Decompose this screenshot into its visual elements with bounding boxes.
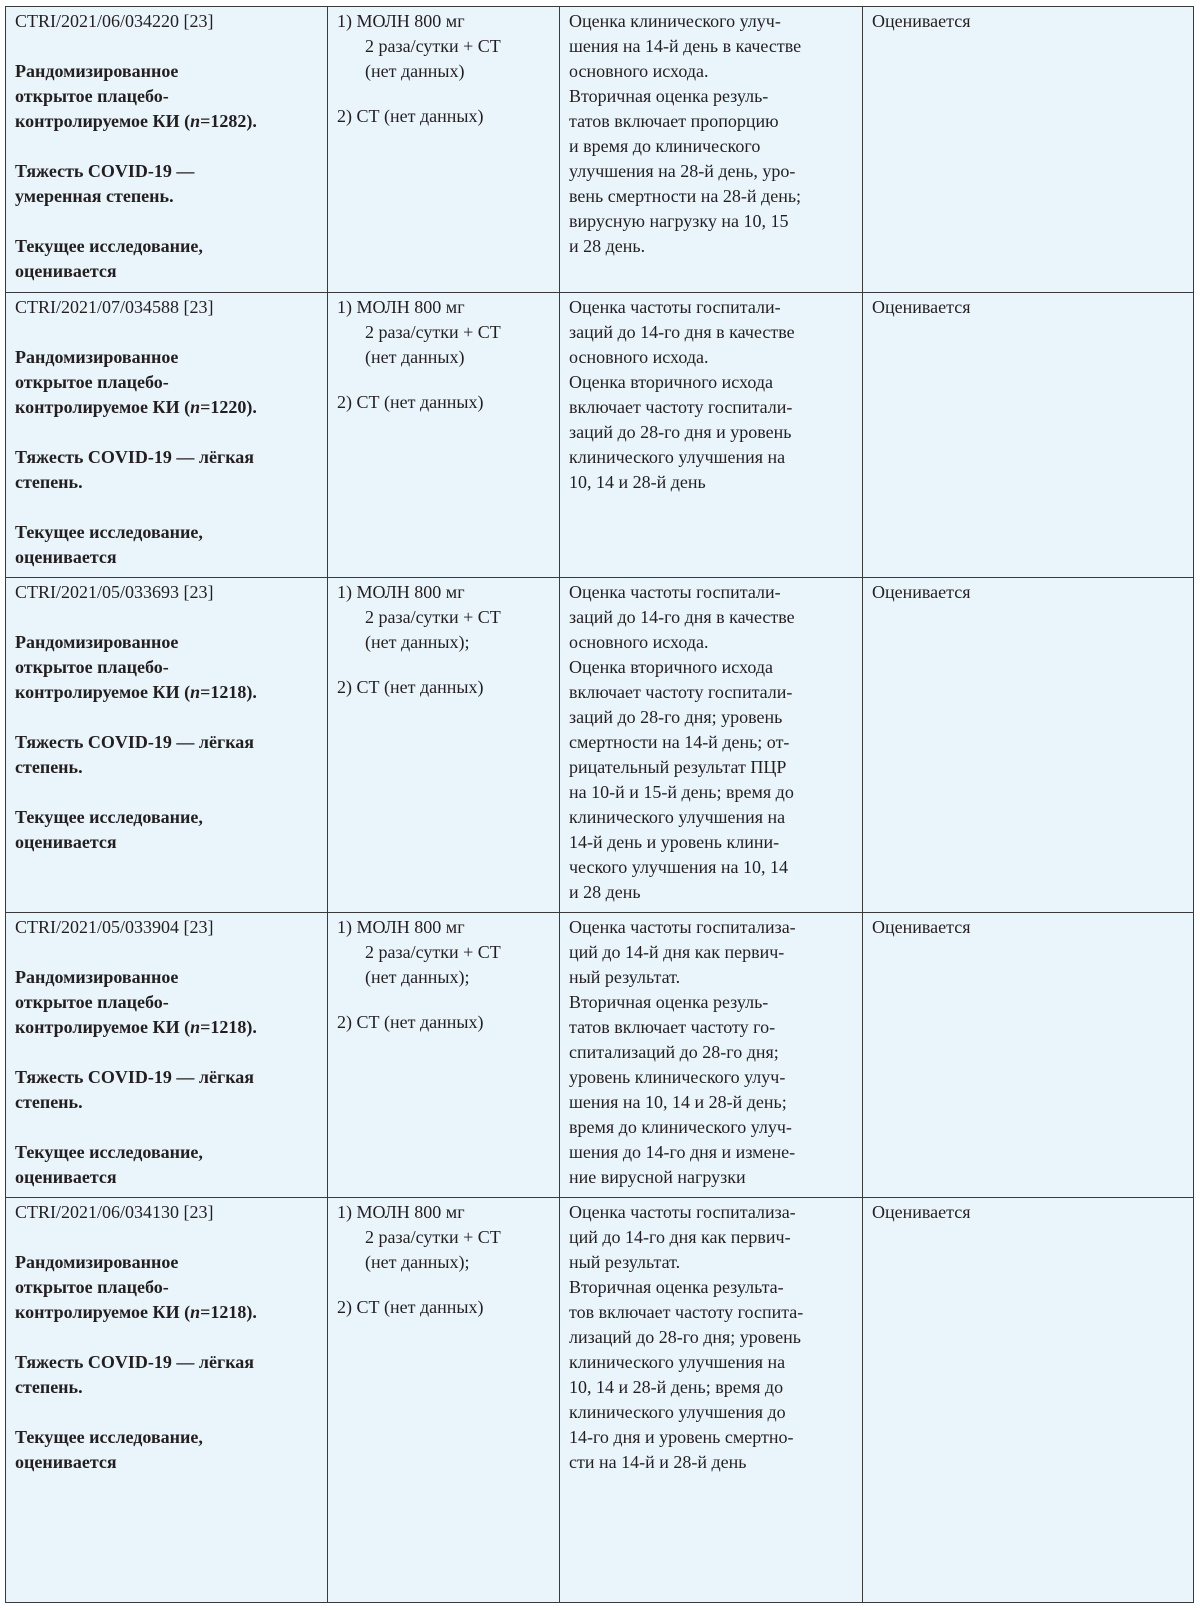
arms-cell	[328, 293, 560, 578]
study-design: Рандомизированное открытое плацебо- контролируемое КИ (n=1220).	[15, 347, 257, 417]
arm-2: 2) СТ (нет данных)	[337, 106, 484, 126]
outcome-text: Оценка частоты госпитализа- ций до 14-го дня как первич- ный результат. Вторичная оценка результа- тов включает частоту госпита- лизаций до 28-го дня; уровень клинического улучшения на 10, 14 и 28-й день; время до клинического улучшения до 14-го дня и уровень смертно- сти на 14-й и 28-й день	[569, 1202, 804, 1472]
severity: Тяжесть COVID-19 — лёгкая степень.	[15, 1067, 255, 1112]
severity: Тяжесть COVID-19 — умеренная степень.	[15, 161, 195, 206]
result-text: Оценивается	[872, 582, 971, 602]
study-status: Текущее исследование, оценивается	[15, 807, 203, 852]
study-id: CTRI/2021/07/034588 [23]	[15, 297, 214, 317]
outcome-cell	[560, 7, 863, 293]
arms-cell	[328, 913, 560, 1198]
arm-1-dose: 2 раза/сутки + СТ (нет данных);	[365, 942, 501, 987]
arms-cell	[328, 578, 560, 913]
study-cell	[6, 7, 328, 293]
result-text: Оценивается	[872, 297, 971, 317]
n-label: n	[190, 682, 201, 702]
arm-1: 1) МОЛН 800 мг	[337, 1202, 465, 1222]
table-row	[6, 1198, 1194, 1603]
arm-1-dose: 2 раза/сутки + СТ (нет данных)	[365, 36, 501, 81]
arm-1: 1) МОЛН 800 мг	[337, 917, 465, 937]
table-row	[6, 578, 1194, 913]
result-cell	[863, 1198, 1194, 1603]
study-cell	[6, 1198, 328, 1603]
severity: Тяжесть COVID-19 — лёгкая степень.	[15, 447, 255, 492]
arm-2: 2) СТ (нет данных)	[337, 1297, 484, 1317]
table-row	[6, 7, 1194, 293]
outcome-text: Оценка частоты госпитали- заций до 14-го дня в качестве основного исхода. Оценка вторичного исхода включает частоту госпитали- заций до 28-го дня; уровень смертности на 14-й день; от- рицательный результат ПЦР на 10-й и 15-й день; время до клинического улучшения на 14-й день и уровень клини- ческого улучшения на 10, 14 и 28 день	[569, 582, 795, 902]
study-id: CTRI/2021/05/033904 [23]	[15, 917, 214, 937]
study-status: Текущее исследование, оценивается	[15, 1427, 203, 1472]
arm-1-dose: 2 раза/сутки + СТ (нет данных);	[365, 1227, 501, 1272]
severity: Тяжесть COVID-19 — лёгкая степень.	[15, 732, 255, 777]
arms-cell	[328, 7, 560, 293]
table-row	[6, 913, 1194, 1198]
result-cell	[863, 293, 1194, 578]
arm-1: 1) МОЛН 800 мг	[337, 11, 465, 31]
study-id: CTRI/2021/05/033693 [23]	[15, 582, 214, 602]
arm-2: 2) СТ (нет данных)	[337, 392, 484, 412]
outcome-cell	[560, 293, 863, 578]
outcome-cell	[560, 1198, 863, 1603]
result-text: Оценивается	[872, 11, 971, 31]
study-status: Текущее исследование, оценивается	[15, 1142, 203, 1187]
study-cell	[6, 293, 328, 578]
study-status: Текущее исследование, оценивается	[15, 236, 203, 281]
arm-1-dose: 2 раза/сутки + СТ (нет данных);	[365, 607, 501, 652]
outcome-text: Оценка частоты госпитали- заций до 14-го дня в качестве основного исхода. Оценка вторичного исхода включает частоту госпитали- заций до 28-го дня и уровень клинического улучшения на 10, 14 и 28-й день	[569, 297, 795, 492]
outcome-cell	[560, 578, 863, 913]
study-design: Рандомизированное открытое плацебо- контролируемое КИ (n=1218).	[15, 632, 257, 702]
arm-1-dose: 2 раза/сутки + СТ (нет данных)	[365, 322, 501, 367]
n-label: n	[190, 397, 201, 417]
study-design: Рандомизированное открытое плацебо- контролируемое КИ (n=1218).	[15, 967, 257, 1037]
trials-table	[5, 6, 1194, 1603]
outcome-text: Оценка частоты госпитализа- ций до 14-й дня как первич- ный результат. Вторичная оценка резуль- татов включает частоту го- спитализаций до 28-го дня; уровень клинического улуч- шения на 10, 14 и 28-й день; время до клинического улуч- шения до 14-го дня и измене- ние вирусной нагрузки	[569, 917, 796, 1187]
n-label: n	[190, 1017, 201, 1037]
result-cell	[863, 7, 1194, 293]
arm-1: 1) МОЛН 800 мг	[337, 582, 465, 602]
arms-cell	[328, 1198, 560, 1603]
n-label: n	[190, 1302, 201, 1322]
study-status: Текущее исследование, оценивается	[15, 522, 203, 567]
result-text: Оценивается	[872, 1202, 971, 1222]
arm-1: 1) МОЛН 800 мг	[337, 297, 465, 317]
n-label: n	[190, 111, 201, 131]
study-id: CTRI/2021/06/034220 [23]	[15, 11, 214, 31]
result-cell	[863, 913, 1194, 1198]
severity: Тяжесть COVID-19 — лёгкая степень.	[15, 1352, 255, 1397]
result-text: Оценивается	[872, 917, 971, 937]
table-row	[6, 293, 1194, 578]
arm-2: 2) СТ (нет данных)	[337, 677, 484, 697]
study-design: Рандомизированное открытое плацебо- контролируемое КИ (n=1218).	[15, 1252, 257, 1322]
study-cell	[6, 578, 328, 913]
study-cell	[6, 913, 328, 1198]
study-design: Рандомизированное открытое плацебо- контролируемое КИ (n=1282).	[15, 61, 257, 131]
result-cell	[863, 578, 1194, 913]
arm-2: 2) СТ (нет данных)	[337, 1012, 484, 1032]
outcome-cell	[560, 913, 863, 1198]
outcome-text: Оценка клинического улуч- шения на 14-й день в качестве основного исхода. Вторичная оценка резуль- татов включает пропорцию и время до клинического улучшения на 28-й день, уро- вень смертности на 28-й день; вирусную нагрузку на 10, 15 и 28 день.	[569, 11, 802, 256]
study-id: CTRI/2021/06/034130 [23]	[15, 1202, 214, 1222]
